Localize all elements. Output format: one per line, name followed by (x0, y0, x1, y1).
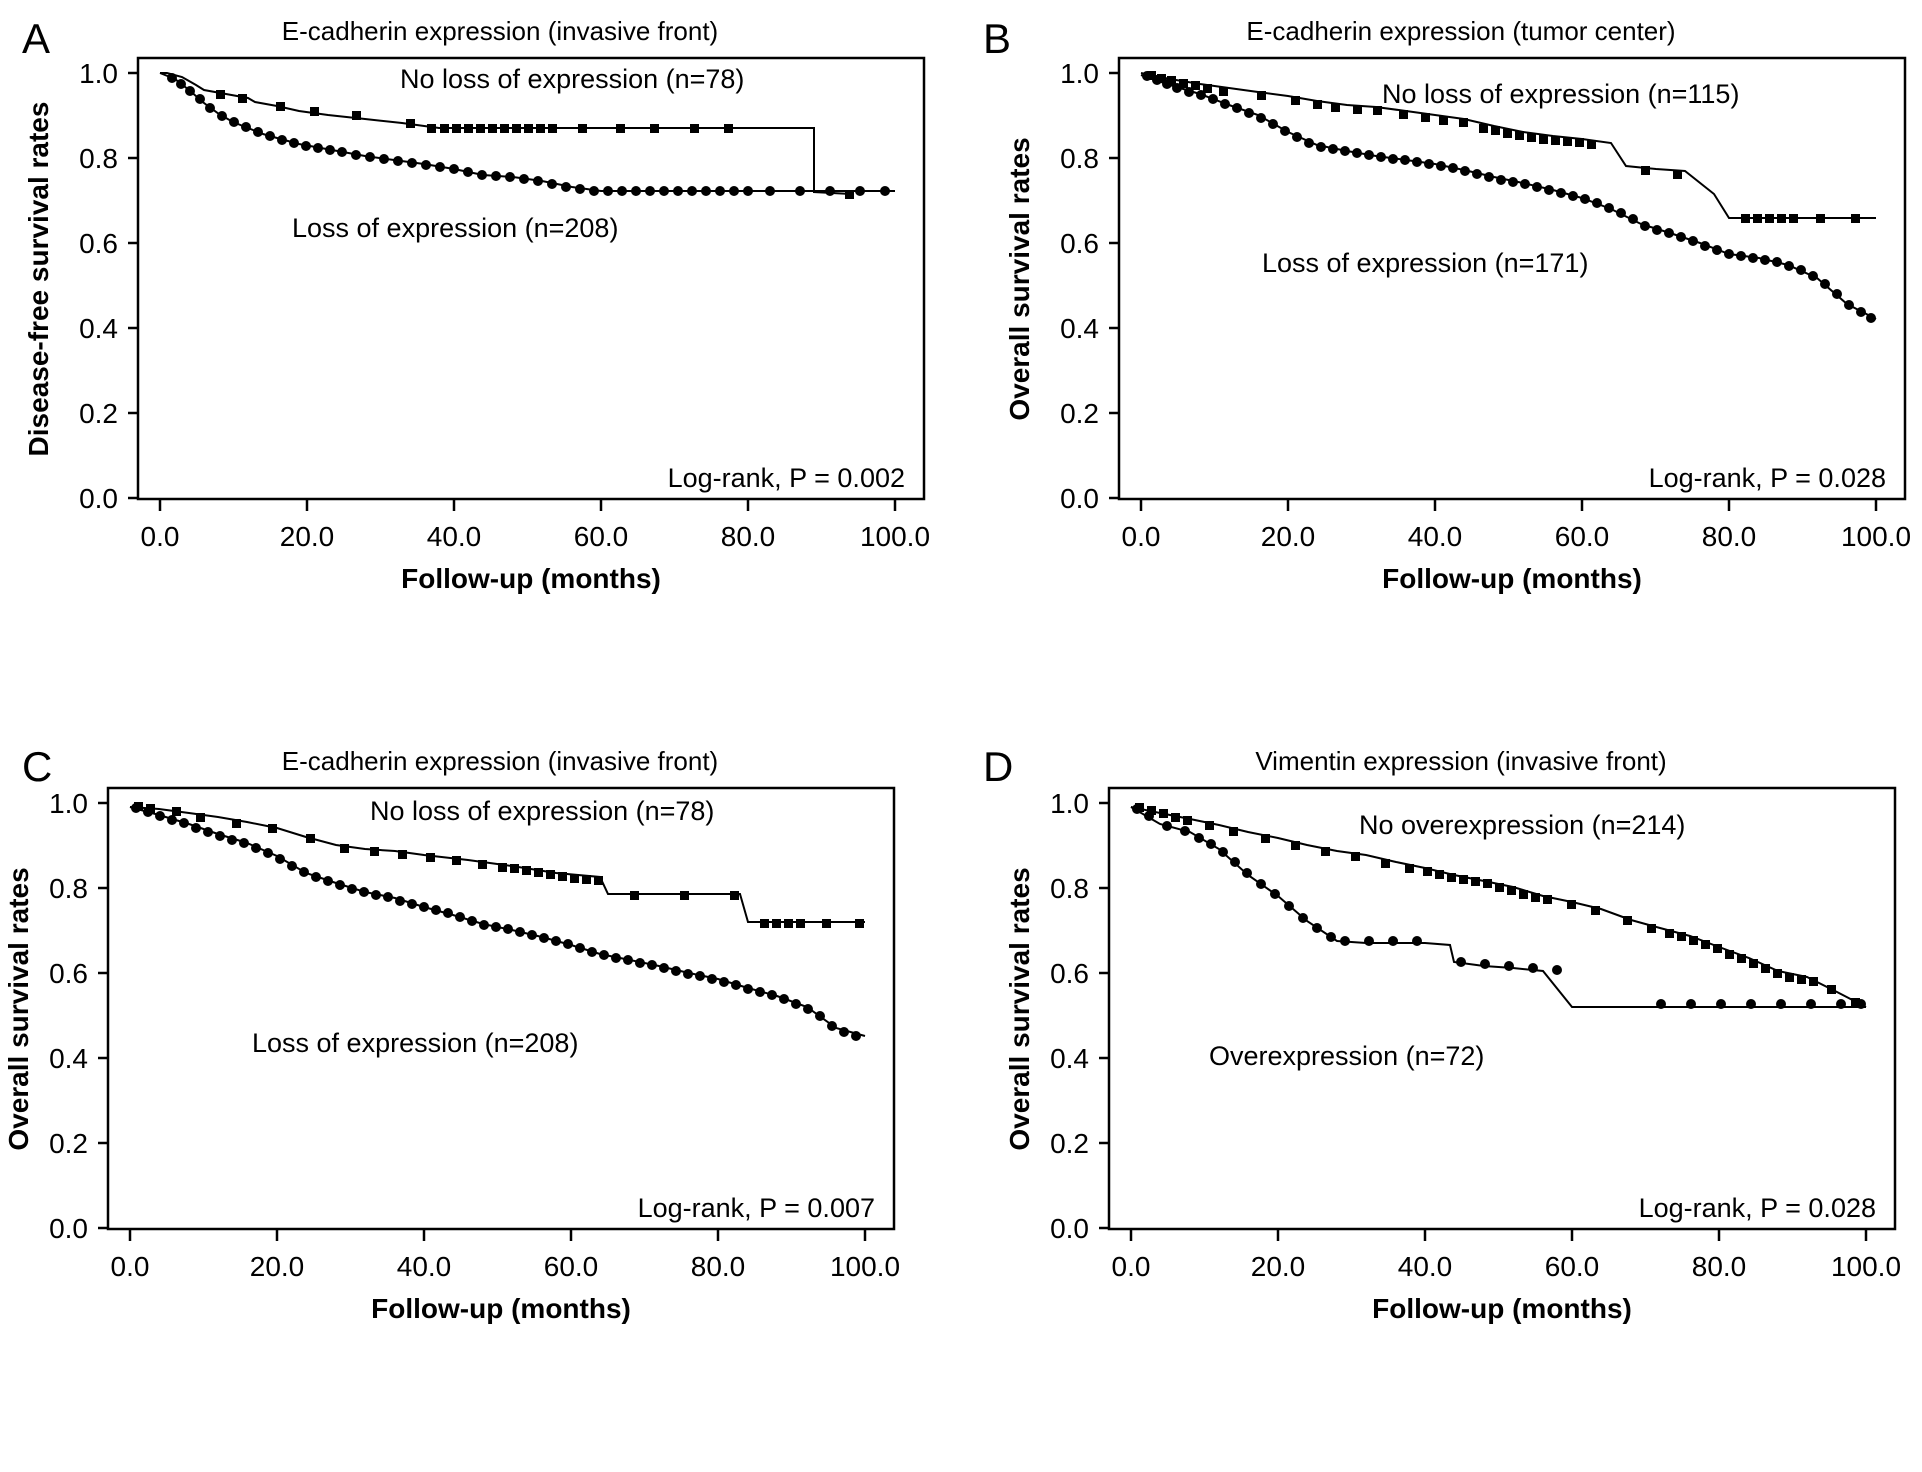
panel-c-series-1-label: Loss of expression (n=208) (252, 1028, 579, 1058)
svg-text:60.0: 60.0 (1554, 521, 1610, 552)
svg-text:40.0: 40.0 (1407, 521, 1463, 552)
panel-b-x-tick-labels (1122, 521, 1912, 552)
svg-text:0.0: 0.0 (1060, 483, 1099, 514)
panel-a-x-tick-labels (141, 521, 931, 552)
panel-b-xlabel: Follow-up (months) (1382, 563, 1642, 594)
panel-a-series-0-label: No loss of expression (n=78) (400, 64, 745, 94)
panel-b-x-ticks (1141, 499, 1876, 511)
svg-text:20.0: 20.0 (279, 521, 335, 552)
svg-text:0.6: 0.6 (1060, 228, 1099, 259)
svg-text:40.0: 40.0 (396, 1251, 452, 1282)
panel-a-y-ticks (128, 73, 138, 498)
panel-b-y-ticks (1109, 73, 1119, 498)
svg-text:0.2: 0.2 (49, 1128, 88, 1159)
panel-d-annotation: Log-rank, P = 0.028 (1638, 1193, 1876, 1223)
panel-c-y-ticks (98, 803, 108, 1228)
svg-text:100.0: 100.0 (859, 521, 931, 552)
panel-d (961, 736, 1922, 1472)
svg-text:0.8: 0.8 (79, 143, 118, 174)
panel-a-letter: A (22, 15, 51, 62)
svg-text:0.2: 0.2 (1050, 1128, 1089, 1159)
svg-text:0.8: 0.8 (1050, 873, 1089, 904)
svg-text:20.0: 20.0 (1250, 1251, 1306, 1282)
panel-c-title: E-cadherin expression (invasive front) (281, 746, 719, 776)
svg-text:80.0: 80.0 (690, 1251, 746, 1282)
svg-text:0.2: 0.2 (1060, 398, 1099, 429)
panel-a-series-1-label: Loss of expression (n=208) (292, 213, 619, 243)
svg-text:0.0: 0.0 (110, 1251, 150, 1282)
svg-text:100.0: 100.0 (1840, 521, 1912, 552)
panel-b-annotation: Log-rank, P = 0.028 (1648, 463, 1886, 493)
svg-text:60.0: 60.0 (1544, 1251, 1600, 1282)
panel-c-ylabel: Overall survival rates (3, 867, 34, 1151)
svg-text:0.4: 0.4 (79, 313, 118, 344)
panel-c-plot (0, 736, 961, 1472)
svg-text:1.0: 1.0 (1050, 788, 1089, 819)
panel-b-series-1-label: Loss of expression (n=171) (1262, 248, 1589, 278)
panel-d-letter: D (983, 743, 1014, 790)
panel-a-y-tick-labels (79, 58, 118, 514)
panel-b-axes-frame (1119, 58, 1905, 499)
panel-a-annotation: Log-rank, P = 0.002 (667, 463, 905, 493)
svg-text:0.4: 0.4 (49, 1043, 88, 1074)
panel-b-title: E-cadherin expression (tumor center) (1246, 16, 1676, 46)
svg-text:60.0: 60.0 (573, 521, 629, 552)
svg-text:40.0: 40.0 (426, 521, 482, 552)
panel-c-x-ticks (130, 1229, 865, 1241)
svg-text:0.0: 0.0 (1050, 1213, 1089, 1244)
svg-text:0.0: 0.0 (49, 1213, 88, 1244)
svg-text:0.0: 0.0 (79, 483, 118, 514)
panel-c-series-0-label: No loss of expression (n=78) (370, 796, 715, 826)
svg-text:0.6: 0.6 (49, 958, 88, 989)
svg-text:0.8: 0.8 (1060, 143, 1099, 174)
svg-text:0.8: 0.8 (49, 873, 88, 904)
panel-d-ylabel: Overall survival rates (1004, 867, 1035, 1151)
panel-d-x-ticks (1131, 1229, 1866, 1241)
panel-c-y-tick-labels (49, 788, 88, 1244)
panel-b-ylabel: Overall survival rates (1004, 137, 1035, 421)
svg-text:100.0: 100.0 (1830, 1251, 1902, 1282)
panel-a-ylabel: Disease-free survival rates (23, 101, 54, 457)
panel-a-xlabel: Follow-up (months) (401, 563, 661, 594)
svg-text:1.0: 1.0 (49, 788, 88, 819)
panel-b-series-0-label: No loss of expression (n=115) (1382, 79, 1740, 109)
svg-text:0.0: 0.0 (140, 521, 180, 552)
svg-text:0.4: 0.4 (1060, 313, 1099, 344)
panel-b-letter: B (983, 15, 1012, 62)
svg-text:80.0: 80.0 (1691, 1251, 1747, 1282)
panel-c (0, 736, 961, 1472)
svg-text:20.0: 20.0 (249, 1251, 305, 1282)
panel-d-series-1-label: Overexpression (n=72) (1209, 1041, 1485, 1071)
panel-c-xlabel: Follow-up (months) (371, 1293, 631, 1324)
panel-c-axes-frame (108, 788, 894, 1229)
panel-c-x-tick-labels (111, 1251, 901, 1282)
svg-text:0.6: 0.6 (1050, 958, 1089, 989)
panel-a-x-ticks (160, 499, 895, 511)
svg-text:80.0: 80.0 (720, 521, 776, 552)
panel-d-y-ticks (1099, 803, 1109, 1228)
panel-a-title: E-cadherin expression (invasive front) (281, 16, 719, 46)
panel-b-y-tick-labels (1060, 58, 1099, 514)
panel-d-x-tick-labels (1112, 1251, 1902, 1282)
panel-d-series-0-label: No overexpression (n=214) (1359, 810, 1686, 840)
svg-text:0.4: 0.4 (1050, 1043, 1089, 1074)
panel-b-plot (961, 0, 1922, 736)
svg-text:20.0: 20.0 (1260, 521, 1316, 552)
panel-a (0, 0, 961, 736)
svg-text:1.0: 1.0 (79, 58, 118, 89)
panel-a-plot (0, 0, 961, 736)
svg-text:100.0: 100.0 (829, 1251, 901, 1282)
svg-text:40.0: 40.0 (1397, 1251, 1453, 1282)
panel-c-letter: C (22, 743, 53, 790)
svg-text:1.0: 1.0 (1060, 58, 1099, 89)
panel-d-plot (961, 736, 1922, 1472)
panel-c-annotation: Log-rank, P = 0.007 (637, 1193, 875, 1223)
svg-text:0.6: 0.6 (79, 228, 118, 259)
svg-text:0.0: 0.0 (1111, 1251, 1151, 1282)
panel-d-title: Vimentin expression (invasive front) (1255, 746, 1667, 776)
panel-d-xlabel: Follow-up (months) (1372, 1293, 1632, 1324)
svg-text:60.0: 60.0 (543, 1251, 599, 1282)
panel-b (961, 0, 1922, 736)
svg-text:80.0: 80.0 (1701, 521, 1757, 552)
svg-text:0.0: 0.0 (1121, 521, 1161, 552)
panel-d-y-tick-labels (1050, 788, 1089, 1244)
svg-text:0.2: 0.2 (79, 398, 118, 429)
